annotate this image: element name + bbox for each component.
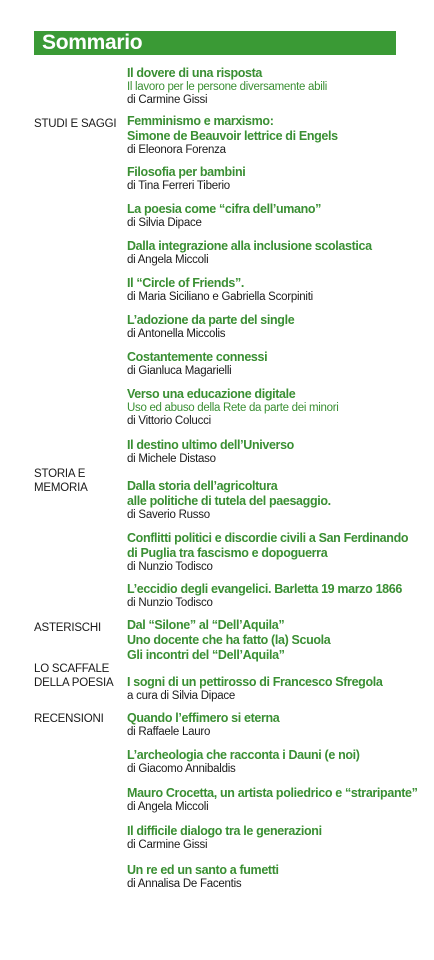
entry-author: di Raffaele Lauro	[127, 726, 211, 738]
entry-author: di Angela Miccoli	[127, 801, 209, 813]
entry-author: di Michele Distaso	[127, 453, 216, 465]
entry-title: Il “Circle of Friends”.	[127, 276, 244, 290]
section-recensioni: RECENSIONI	[34, 713, 104, 725]
toc-entry	[127, 202, 427, 230]
toc-entry	[127, 824, 427, 852]
toc-entry	[127, 582, 427, 610]
entry-title: Verso una educazione digitale	[127, 387, 296, 401]
entry-title: Filosofia per bambini	[127, 165, 246, 179]
entry-author: di Maria Siciliano e Gabriella Scorpiniti	[127, 291, 313, 303]
entry-author: di Silvia Dipace	[127, 217, 202, 229]
entry-author: di Tina Ferreri Tiberio	[127, 180, 230, 192]
entry-author: di Nunzio Todisco	[127, 597, 213, 609]
entry-author: di Vittorio Colucci	[127, 415, 211, 427]
entry-title: Femminismo e marxismo:	[127, 114, 274, 128]
section-asterischi: ASTERISCHI	[34, 622, 102, 634]
entry-title: Il destino ultimo dell’Universo	[127, 438, 294, 452]
toc-entry	[127, 748, 427, 776]
entry-author: di Giacomo Annibaldis	[127, 763, 236, 775]
toc-entry	[127, 438, 427, 466]
toc-entry	[127, 239, 427, 267]
toc-entry	[127, 165, 427, 193]
entry-title: Il dovere di una risposta	[127, 66, 263, 80]
page-title: Sommario	[42, 31, 143, 54]
entry-title: L’eccidio degli evangelici. Barletta 19 marzo 1866	[127, 582, 402, 596]
toc-entry	[127, 675, 427, 703]
entry-title: Dal “Silone” al “Dell’Aquila”	[127, 618, 285, 632]
entry-title: Il difficile dialogo tra le generazioni	[127, 824, 322, 838]
entry-author: di Saverio Russo	[127, 509, 210, 521]
entry-author: di Annalisa De Facentis	[127, 878, 242, 890]
entry-title: Mauro Crocetta, un artista poliedrico e “straripante”	[127, 786, 418, 800]
toc-entry	[127, 531, 427, 574]
entry-title: Dalla integrazione alla inclusione scolastica	[127, 239, 372, 253]
toc-entry	[127, 387, 427, 428]
entry-title: Gli incontri del “Dell’Aquila”	[127, 648, 285, 662]
toc-entry	[127, 313, 427, 341]
section-lo-scaffale-line1: LO SCAFFALE	[34, 663, 110, 675]
entry-author: di Carmine Gissi	[127, 839, 208, 851]
entry-author: di Gianluca Magarielli	[127, 365, 232, 377]
sommario-header	[34, 31, 396, 55]
entry-title: L’adozione da parte del single	[127, 313, 295, 327]
entry-subtitle: Uso ed abuso della Rete da parte dei minori	[127, 402, 339, 414]
entry-title: I sogni di un pettirosso di Francesco Sfregola	[127, 675, 383, 689]
toc-entry	[127, 66, 427, 107]
entry-title: Simone de Beauvoir lettrice di Engels	[127, 129, 338, 143]
entry-title: Uno docente che ha fatto (la) Scuola	[127, 633, 331, 647]
entry-author: di Nunzio Todisco	[127, 561, 213, 573]
entry-title: Dalla storia dell’agricoltura	[127, 479, 278, 493]
entry-author: di Angela Miccoli	[127, 254, 209, 266]
section-studi-e-saggi: STUDI E SAGGI	[34, 118, 117, 130]
entry-title: alle politiche di tutela del paesaggio.	[127, 494, 331, 508]
section-storia-e-memoria-line1: STORIA E	[34, 468, 86, 480]
entry-title: Un re ed un santo a fumetti	[127, 863, 279, 877]
toc-entry	[127, 863, 427, 891]
entry-subtitle: Il lavoro per le persone diversamente abili	[127, 81, 327, 93]
entry-title: di Puglia tra fascismo e dopoguerra	[127, 546, 328, 560]
entry-title: Costantemente connessi	[127, 350, 268, 364]
toc-entry	[127, 350, 427, 378]
toc-entry	[127, 479, 427, 522]
toc-entry	[127, 276, 427, 304]
entry-author: di Antonella Miccolis	[127, 328, 226, 340]
entry-title: Conflitti politici e discordie civili a San Ferdinando	[127, 531, 409, 545]
entry-author: a cura di Silvia Dipace	[127, 690, 236, 702]
entry-author: di Eleonora Forenza	[127, 144, 226, 156]
entry-title: L’archeologia che racconta i Dauni (e noi)	[127, 748, 360, 762]
entry-title: Quando l’effimero si eterna	[127, 711, 280, 725]
section-storia-e-memoria-line2: MEMORIA	[34, 482, 88, 494]
toc-entry	[127, 786, 427, 814]
section-lo-scaffale-line2: DELLA POESIA	[34, 677, 114, 689]
entry-author: di Carmine Gissi	[127, 94, 208, 106]
entry-title: La poesia come “cifra dell’umano”	[127, 202, 322, 216]
toc-entry	[127, 711, 427, 739]
toc-entry	[127, 114, 427, 157]
toc-entry	[127, 618, 427, 663]
